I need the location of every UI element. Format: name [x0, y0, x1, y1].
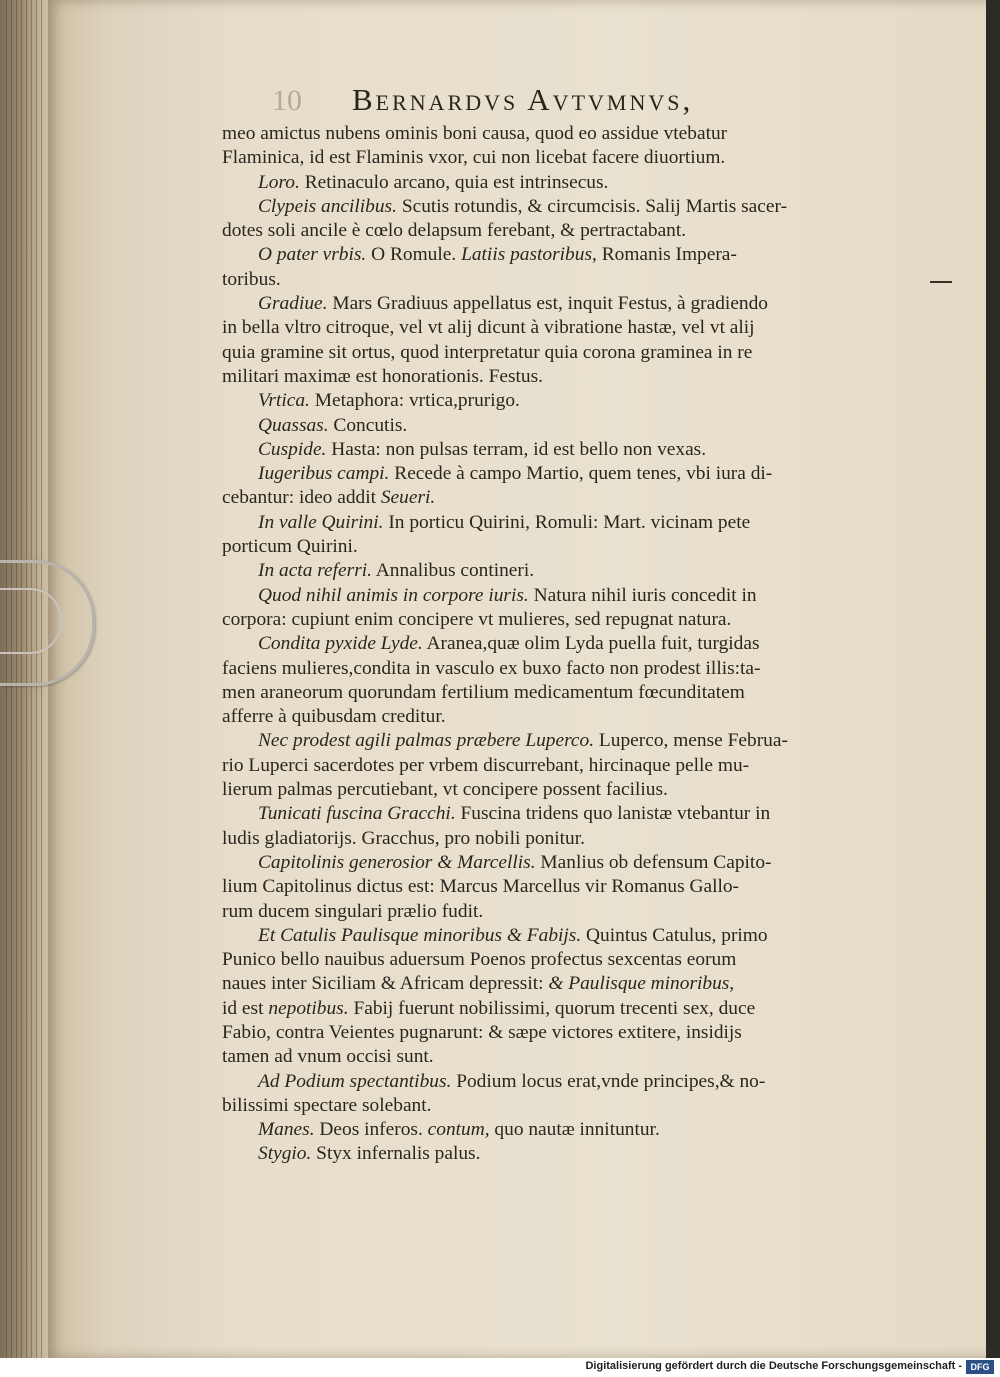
gloss-text: Fuscina tridens quo lanistæ vtebantur in	[455, 803, 771, 825]
text-line	[222, 924, 894, 948]
footer-credit: Digitalisierung gefördert durch die Deutsche Forschungsgemeinschaft -	[585, 1360, 962, 1372]
gloss-text: tamen ad vnum occisi sunt.	[222, 1046, 434, 1068]
gloss-text: Fabij fuerunt nobilissimi, quorum trecenti sex, duce	[348, 997, 756, 1019]
gloss-text: men araneorum quorundam fertilium medicamentum fœcunditatem	[222, 681, 745, 703]
lemma-text: Quassas.	[258, 414, 329, 436]
gloss-text: Aranea,quæ olim Lyda puella fuit, turgidas	[422, 633, 760, 655]
gloss-text: quo nautæ innituntur.	[489, 1119, 660, 1141]
gloss-text: Scutis rotundis, & circumcisis. Salij Martis sacer-	[396, 195, 788, 217]
gloss-text: lierum palmas percutiebant, vt concipere possent facilius.	[222, 779, 668, 801]
text-line	[222, 316, 894, 340]
text-line	[222, 875, 894, 899]
gloss-text: Styx infernalis palus.	[311, 1143, 481, 1165]
paper-clip-inner	[0, 588, 62, 654]
gloss-text: Quintus Catulus, primo	[581, 924, 768, 946]
lemma-text: O pater vrbis.	[258, 244, 367, 266]
lemma-text: Ad Podium spectantibus.	[258, 1070, 452, 1092]
text-line	[222, 219, 894, 243]
gloss-text: Concutis.	[328, 414, 408, 436]
lemma-text: Et Catulis Paulisque minoribus & Fabijs.	[258, 924, 582, 946]
page-number: 10	[272, 84, 302, 117]
text-line	[222, 511, 894, 535]
gloss-text: meo amictus nubens ominis boni causa, quod eo assidue vtebatur	[222, 123, 728, 144]
text-line	[222, 171, 894, 195]
text-line	[222, 657, 894, 681]
text-line	[222, 1070, 894, 1094]
gloss-text: rio Luperci sacerdotes per vrbem discurrebant, hircinaque pelle mu-	[222, 754, 750, 776]
text-line	[222, 851, 894, 875]
text-line	[222, 243, 894, 267]
text-line	[222, 268, 894, 292]
text-line	[222, 681, 894, 705]
gloss-text: in bella vltro citroque, vel vt alij dicunt à vibratione hastæ, vel vt alij	[222, 317, 755, 339]
lemma-text: Loro.	[258, 171, 300, 193]
gloss-text: Annalibus contineri.	[372, 560, 535, 582]
text-line	[222, 1045, 894, 1069]
lemma-text: Condita pyxide Lyde.	[258, 633, 423, 655]
text-line	[222, 146, 894, 170]
lemma-text: Clypeis ancilibus.	[258, 195, 397, 217]
scan-right-border	[986, 0, 1000, 1358]
gloss-text: afferre à quibusdam creditur.	[222, 706, 446, 728]
gloss-text: Hasta: non pulsas terram, id est bello non vexas.	[326, 438, 707, 460]
text-line	[222, 389, 894, 413]
text-line	[222, 900, 894, 924]
text-line	[222, 559, 894, 583]
text-line	[222, 948, 894, 972]
gloss-text: Punico bello nauibus aduersum Poenos profectus sexcentas eorum	[222, 949, 737, 971]
gloss-text: In porticu Quirini, Romuli: Mart. vicinam pete	[383, 511, 751, 533]
lemma-text: In acta referri.	[258, 560, 372, 582]
text-line	[222, 462, 894, 486]
commentary-text	[222, 122, 894, 1167]
gloss-text: ludis gladiatorijs. Gracchus, pro nobili ponitur.	[222, 827, 585, 849]
gloss-text: Recede à campo Martio, quem tenes, vbi iura di-	[389, 463, 773, 485]
lemma-text: Quod nihil animis in corpore iuris.	[258, 584, 529, 606]
gloss-text: lium Capitolinus dictus est: Marcus Marcellus vir Romanus Gallo-	[222, 876, 740, 898]
gloss-text: Podium locus erat,vnde principes,& no-	[451, 1070, 766, 1092]
gloss-text: porticum Quirini.	[222, 536, 358, 558]
gloss-text: faciens mulieres,condita in vasculo ex buxo facto non prodest illis:ta-	[222, 657, 761, 679]
gloss-text: toribus.	[222, 268, 281, 290]
gloss-text: cebantur: ideo addit	[222, 487, 381, 509]
gloss-text: dotes soli ancile è cœlo delapsum ferebant, & pertractabant.	[222, 220, 687, 242]
text-line	[222, 754, 894, 778]
lemma-text: Iugeribus campi.	[258, 463, 390, 485]
gloss-text: Mars Gradiuus appellatus est, inquit Festus, à gradiendo	[327, 293, 769, 315]
text-line	[222, 1094, 894, 1118]
lemma-text: Gradiue.	[258, 293, 328, 315]
lemma-text: Manes.	[258, 1119, 315, 1141]
text-line	[222, 195, 894, 219]
text-line	[222, 608, 894, 632]
dfg-logo-icon: DFG	[966, 1360, 994, 1374]
gloss-text: bilissimi spectare solebant.	[222, 1094, 432, 1116]
gloss-text: corpora: cupiunt enim concipere vt mulieres, sed repugnat natura.	[222, 608, 732, 630]
gloss-text: Metaphora: vrtica,prurigo.	[309, 390, 520, 412]
text-line	[222, 827, 894, 851]
gloss-text: Fabio, contra Veientes pugnarunt: & sæpe victores extitere, insidijs	[222, 1021, 742, 1043]
lemma-text: Stygio.	[258, 1143, 312, 1165]
lemma-text: contum,	[427, 1119, 490, 1141]
text-line	[222, 802, 894, 826]
gloss-text: militari maximæ est honorationis. Festus.	[222, 365, 544, 387]
gloss-text: id est	[222, 997, 269, 1019]
gloss-text: Natura nihil iuris concedit in	[528, 584, 757, 606]
text-line	[222, 972, 894, 996]
gloss-text: Manlius ob defensum Capito-	[535, 851, 772, 873]
gloss-text: , Romanis Impera-	[592, 244, 737, 266]
text-line	[222, 997, 894, 1021]
text-line	[222, 486, 894, 510]
lemma-text: Vrtica.	[258, 390, 310, 412]
text-line	[222, 414, 894, 438]
text-line	[222, 1021, 894, 1045]
text-line	[222, 535, 894, 559]
lemma-text: Capitolinis generosior & Marcellis.	[258, 851, 536, 873]
text-line	[222, 341, 894, 365]
lemma-text: nepotibus.	[268, 997, 349, 1019]
lemma-text: Tunicati fuscina Gracchi.	[258, 803, 456, 825]
margin-dash-mark	[930, 281, 952, 283]
gloss-text: Retinaculo arcano, quia est intrinsecus.	[299, 171, 609, 193]
gloss-text: Deos inferos.	[314, 1119, 428, 1141]
gloss-text: quia gramine sit ortus, quod interpretatur quia corona graminea in re	[222, 341, 753, 363]
text-line	[222, 365, 894, 389]
text-line	[222, 122, 894, 146]
text-line	[222, 1142, 894, 1166]
digitization-footer	[0, 1358, 1000, 1377]
text-line	[222, 584, 894, 608]
lemma-text: Seueri.	[380, 487, 436, 509]
running-head: Bernardvs Avtvmnvs,	[352, 82, 694, 117]
gloss-text: O Romule.	[366, 244, 462, 266]
text-line	[222, 292, 894, 316]
text-line	[222, 1118, 894, 1142]
gloss-text: rum ducem singulari prælio fudit.	[222, 900, 484, 922]
lemma-text: Cuspide.	[258, 438, 327, 460]
lemma-text: In valle Quirini.	[258, 511, 384, 533]
text-line	[222, 705, 894, 729]
text-line	[222, 438, 894, 462]
text-line	[222, 778, 894, 802]
text-line	[222, 632, 894, 656]
lemma-text: Latiis pastoribus	[461, 244, 592, 266]
gloss-text: Flaminica, id est Flaminis vxor, cui non licebat facere diuortium.	[222, 147, 726, 169]
lemma-text: & Paulisque minoribus,	[548, 973, 735, 995]
gloss-text: Luperco, mense Februa-	[594, 730, 788, 752]
lemma-text: Nec prodest agili palmas præbere Luperco.	[258, 730, 595, 752]
gloss-text: naues inter Siciliam & Africam depressit:	[222, 973, 549, 995]
text-line	[222, 729, 894, 753]
